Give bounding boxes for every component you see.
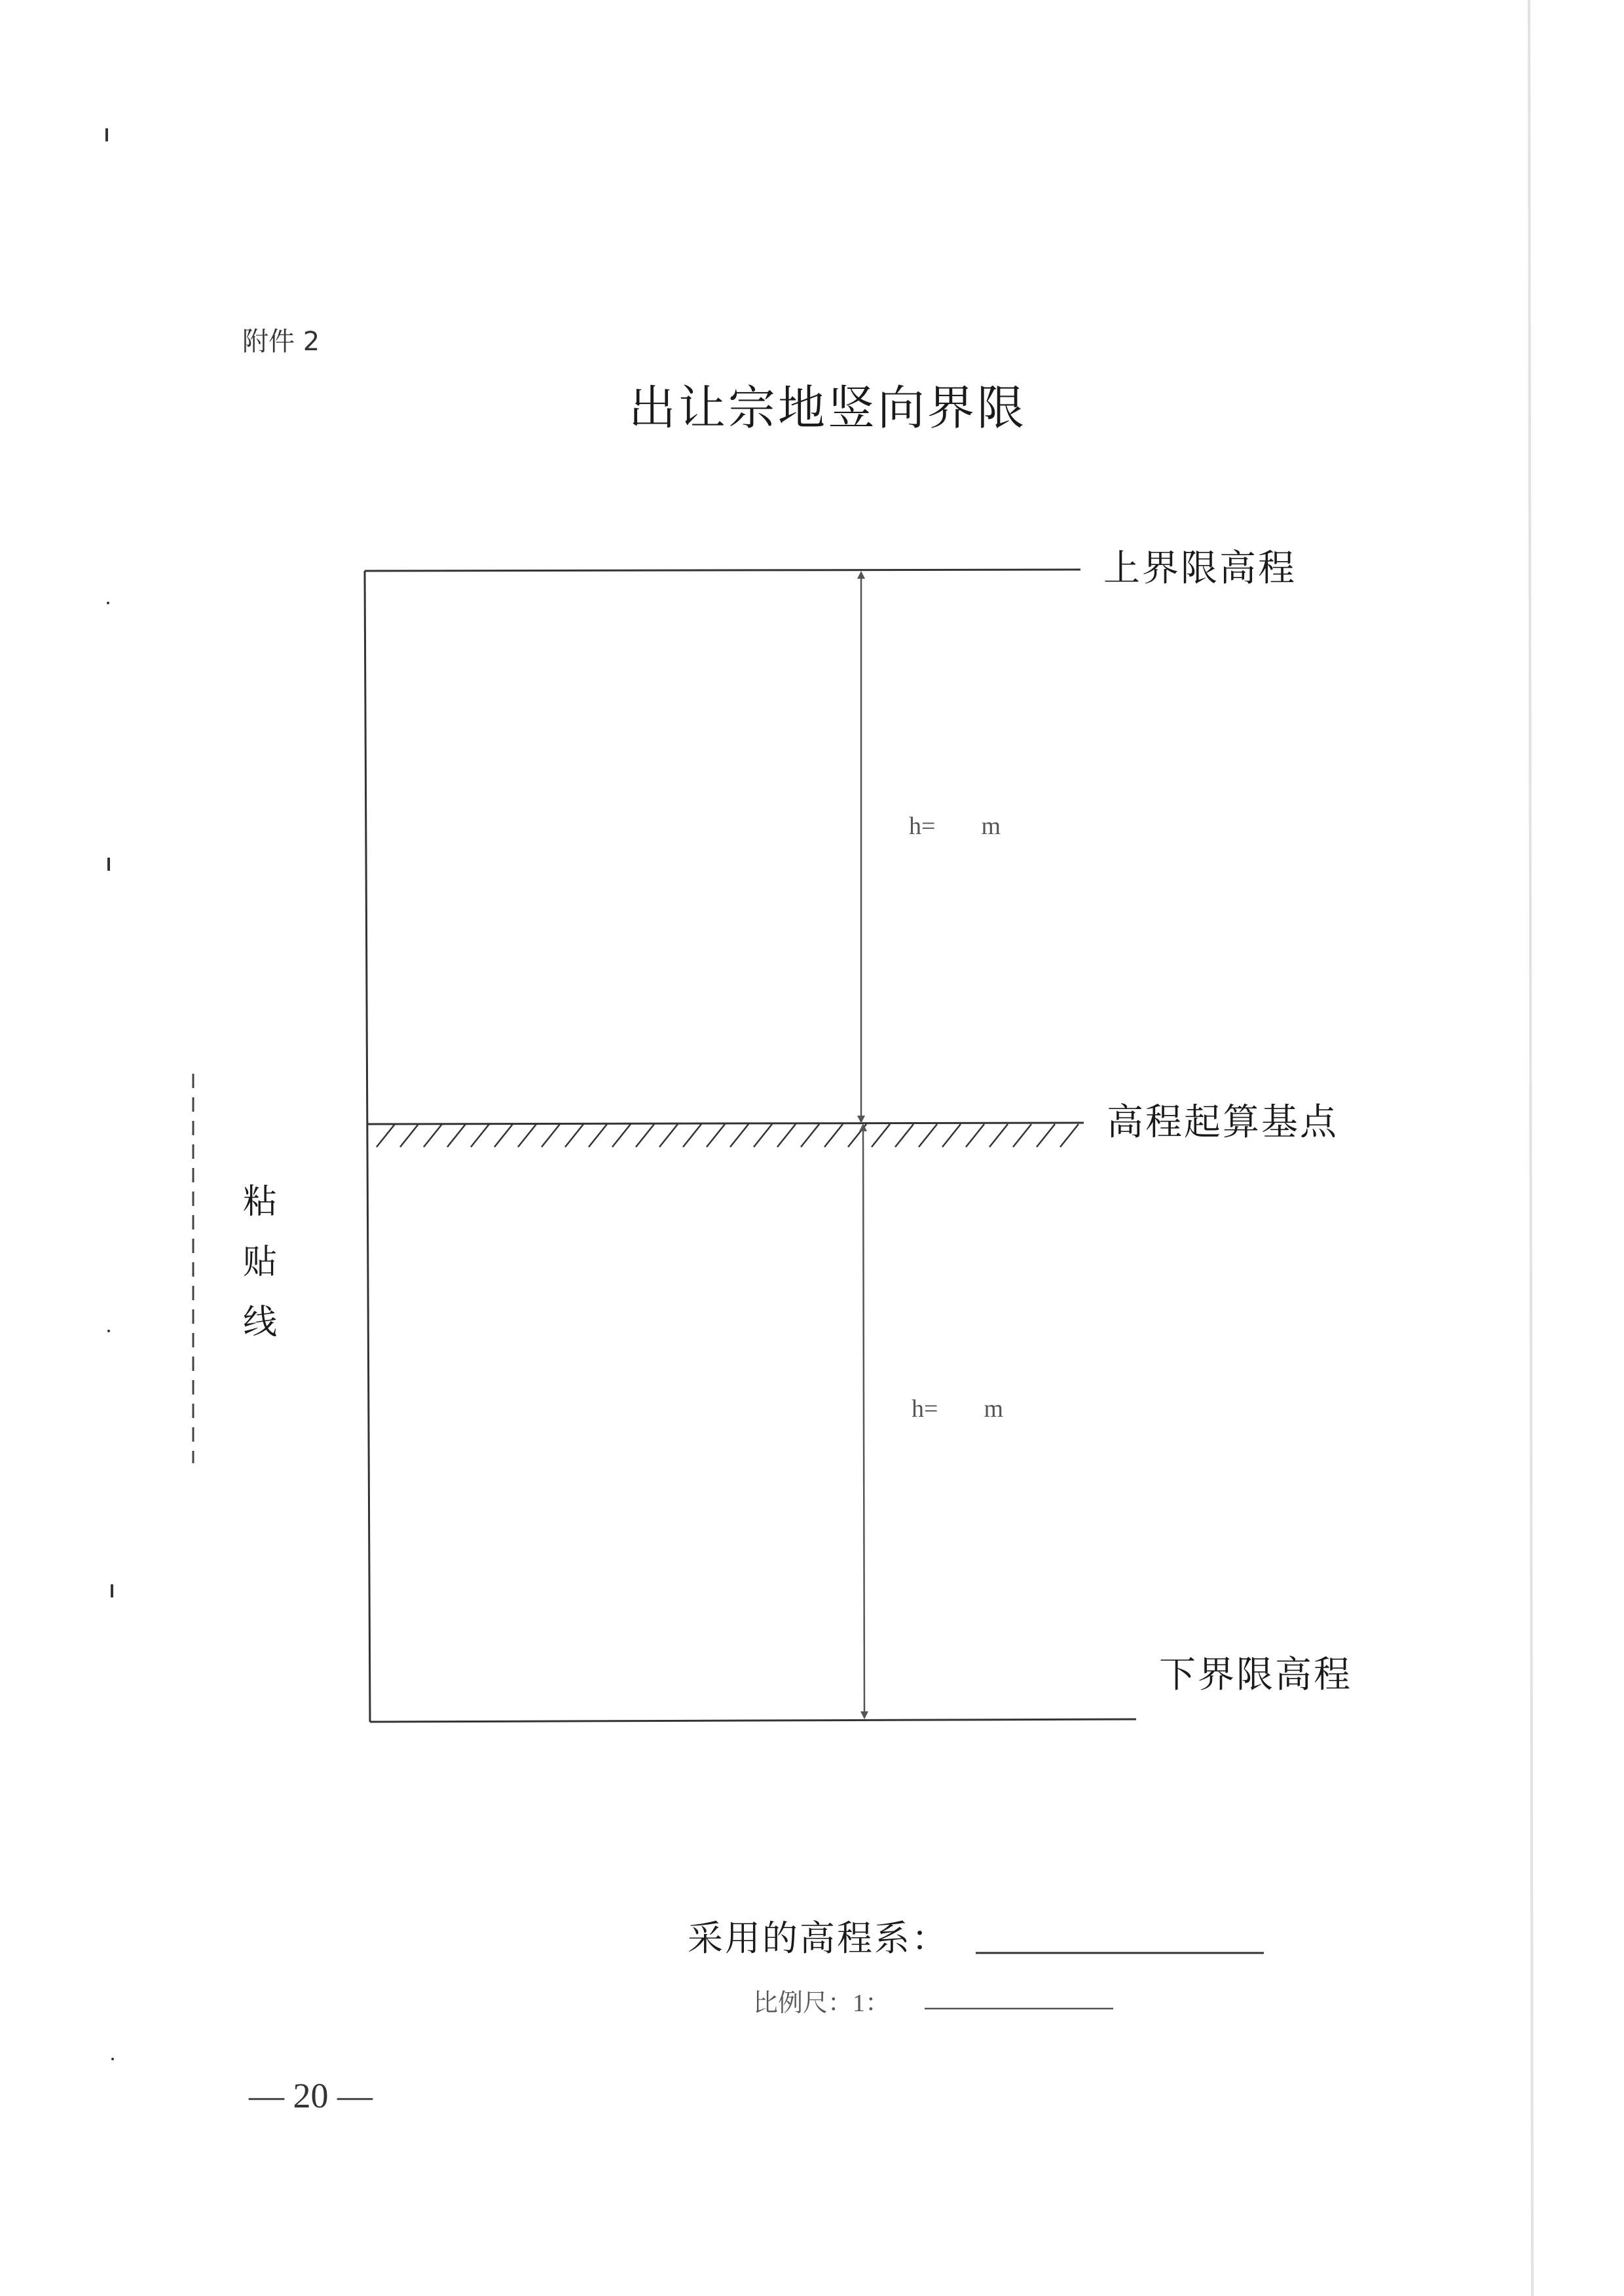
hatch-stroke <box>989 1124 1008 1147</box>
hatch-stroke <box>895 1124 913 1147</box>
upper-height-unit: m <box>981 812 1001 840</box>
hatch-stroke <box>1013 1124 1031 1147</box>
hatch-stroke <box>471 1124 489 1147</box>
paste-line-char: 粘 <box>242 1182 277 1222</box>
hatch-stroke <box>518 1124 536 1147</box>
hatch-stroke <box>659 1124 678 1147</box>
paste-line-char: 线 <box>242 1303 277 1342</box>
hatch-stroke <box>801 1124 819 1147</box>
hatch-stroke <box>872 1124 890 1147</box>
lower-height-unit: m <box>984 1395 1003 1423</box>
upper-limit-line <box>365 570 1080 571</box>
hatch-stroke <box>730 1124 748 1147</box>
hatch-stroke <box>542 1124 560 1147</box>
hatch-stroke <box>966 1124 984 1147</box>
hatch-stroke <box>636 1124 654 1147</box>
base-elevation-line <box>367 1123 1084 1124</box>
hatch-stroke <box>424 1124 442 1147</box>
hatch-stroke <box>683 1124 701 1147</box>
upper-height-prefix: h= <box>909 812 936 840</box>
hatch-stroke <box>1060 1124 1079 1147</box>
lower-height-prefix: h= <box>912 1395 938 1423</box>
hatch-stroke <box>777 1124 796 1147</box>
hatch-stroke <box>1037 1124 1055 1147</box>
parcel-left-edge <box>365 571 370 1722</box>
ground-hatching <box>377 1124 1079 1147</box>
hatch-stroke <box>589 1124 607 1147</box>
hatch-stroke <box>565 1124 583 1147</box>
hatch-stroke <box>612 1124 631 1147</box>
page-number: — 20 — <box>249 2076 373 2115</box>
paste-line-label <box>237 1172 283 1353</box>
hatch-stroke <box>377 1124 395 1147</box>
lower-limit-line <box>370 1719 1136 1722</box>
elevation-system-label: 采用的高程系： <box>688 1918 949 1959</box>
hatch-stroke <box>707 1124 725 1147</box>
lower-height-value <box>912 1394 1003 1423</box>
hatch-stroke <box>447 1124 466 1147</box>
paste-line-char: 贴 <box>242 1243 277 1282</box>
page-title: 出让宗地竖向界限 <box>629 380 1027 435</box>
upper-height-value <box>909 812 1001 841</box>
scan-margin-marks <box>105 128 114 2060</box>
hatch-stroke <box>494 1124 513 1147</box>
scale-label: 比例尺：1： <box>753 1990 891 2017</box>
annex-label: 附件 2 <box>242 327 320 357</box>
upper-limit-label: 上界限高程 <box>1103 547 1297 590</box>
hatch-stroke <box>400 1124 418 1147</box>
hatch-stroke <box>824 1124 843 1147</box>
scan-page-edge <box>1529 0 1532 2296</box>
hatch-stroke <box>942 1124 961 1147</box>
hatch-stroke <box>754 1124 772 1147</box>
lower-limit-label: 下界限高程 <box>1159 1654 1352 1696</box>
lower-height-dimension-arrow <box>863 1127 864 1715</box>
hatch-stroke <box>919 1124 937 1147</box>
elevation-base-point-label: 高程起算基点 <box>1107 1101 1338 1144</box>
